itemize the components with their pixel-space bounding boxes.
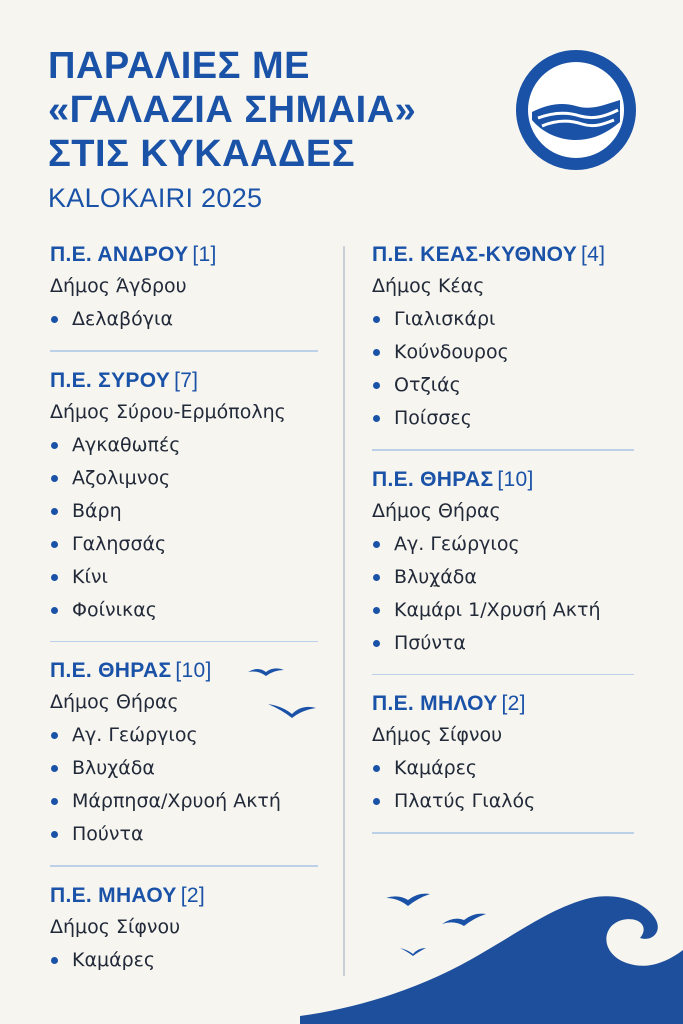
region-title — [50, 366, 318, 396]
beach-item — [50, 561, 318, 594]
municipality: Δήμος Σύρου-Ερμόπολης — [50, 400, 286, 423]
region-title — [372, 240, 634, 270]
bullet-icon — [51, 475, 58, 482]
bullet-icon — [373, 798, 380, 805]
region-section — [50, 366, 318, 627]
region-title — [372, 689, 634, 719]
region-name: Π.Ε. ΑΝΔΡΟΥ — [50, 243, 189, 266]
beach-name: Ποίσσες — [394, 407, 472, 429]
beach-item — [372, 336, 634, 369]
seagull-icon — [266, 700, 318, 722]
bullet-icon — [51, 765, 58, 772]
municipality: Δήμος Θήρας — [372, 499, 501, 522]
beach-count: [4] — [581, 243, 606, 266]
beach-name: Αγ. Γεώργιος — [394, 532, 520, 555]
beach-name: Κούνδουρος — [394, 341, 509, 363]
municipality: Δήμος Κέας — [372, 275, 485, 297]
column-divider — [343, 246, 345, 976]
municipality: Δήμος Σίφνου — [372, 724, 503, 746]
section-divider — [50, 865, 318, 867]
bullet-icon — [373, 415, 380, 422]
beach-item — [50, 495, 318, 528]
beach-item — [50, 594, 318, 627]
bullet-icon — [51, 798, 58, 805]
municipality: Δήμος Άγδρου — [50, 275, 187, 297]
region-section — [50, 240, 318, 336]
region-section — [372, 465, 634, 660]
beach-count: [10] — [175, 659, 212, 682]
beach-item — [372, 561, 634, 594]
bullet-icon — [51, 574, 58, 581]
region-section — [50, 656, 318, 851]
beach-name: Αγκαθωπές — [72, 433, 181, 456]
beach-item — [372, 528, 634, 561]
beach-name: Δελαβόγια — [72, 308, 173, 330]
beach-name: Μάρπησα/Χρυοή Ακτή — [72, 790, 281, 812]
beach-count: [10] — [497, 467, 534, 491]
municipality: Δήμος Σίφνου — [50, 915, 181, 938]
beach-count: [7] — [174, 368, 199, 392]
right-column — [372, 240, 634, 848]
region-name: Π.Ε. ΘΗΡΑΣ — [372, 467, 494, 491]
seagull-icon — [246, 664, 286, 682]
beach-name: Βλυχ̧άδα — [394, 565, 477, 588]
section-divider — [372, 832, 634, 834]
beach-count: [2] — [501, 692, 526, 715]
region-name: Π.Ε. ΜΗΛΟΥ — [372, 692, 498, 715]
title-line: ΣΤΙΣ ΚΥΚΑΑΔΕΣ — [48, 133, 356, 175]
beach-name: Πούντα — [72, 823, 144, 845]
beach-name: Πλατύς Γιαλός — [394, 790, 536, 812]
title-line: «ΓΑΛΑΖΙΑ ΣΗΜΑΙΑ» — [48, 89, 417, 131]
blue-flag-wave-logo-icon — [514, 48, 638, 172]
bullet-icon — [373, 349, 380, 356]
beach-item — [372, 303, 634, 336]
bullet-icon — [51, 442, 58, 449]
section-divider — [50, 641, 318, 643]
beach-item — [50, 752, 318, 785]
beach-item — [50, 818, 318, 851]
beach-item — [50, 719, 318, 752]
beach-name: Καμάρες — [394, 757, 478, 779]
beach-count: [1] — [192, 243, 217, 266]
bullet-icon — [373, 382, 380, 389]
beach-count: [2] — [180, 883, 205, 907]
beach-item — [50, 429, 318, 462]
beach-name: Βάρη — [72, 499, 122, 522]
bullet-icon — [373, 765, 380, 772]
beach-item — [372, 594, 634, 627]
page-title — [48, 44, 416, 176]
beach-item — [372, 402, 634, 435]
municipality: Δήμος Θήρας — [50, 691, 179, 713]
beach-name: Κίνι — [72, 565, 108, 588]
title-line: ΠΑΡΑΛΙΕΣ ΜΕ — [48, 45, 310, 87]
beach-name: Καμάρι 1/Χρυσή Ακτή — [394, 598, 601, 621]
beach-item — [50, 785, 318, 818]
beach-name: Αγ. Γεώργιος — [72, 724, 198, 746]
beach-item — [50, 303, 318, 336]
region-title — [50, 240, 318, 270]
beach-name: Καμάρες — [72, 948, 156, 971]
bullet-icon — [373, 640, 380, 647]
bullet-icon — [51, 732, 58, 739]
region-title — [50, 881, 318, 911]
page-subtitle: KALOKAIRI 2025 — [48, 183, 263, 213]
region-section — [372, 240, 634, 435]
beach-item — [50, 944, 318, 977]
section-divider — [372, 674, 634, 676]
region-section — [50, 881, 318, 977]
beach-name: Γαλησσάς — [72, 532, 167, 555]
beach-item — [372, 752, 634, 785]
beach-name: Αζολιμνος — [72, 466, 171, 489]
beach-name: Φοίνικας — [72, 598, 157, 621]
region-name: Π.Ε. ΘΗΡΑΣ — [50, 659, 172, 682]
bullet-icon — [373, 316, 380, 323]
bullet-icon — [373, 607, 380, 614]
left-column — [50, 240, 318, 977]
section-divider — [372, 449, 634, 451]
bullet-icon — [373, 574, 380, 581]
bullet-icon — [51, 607, 58, 614]
beach-item — [50, 462, 318, 495]
bullet-icon — [51, 831, 58, 838]
beach-name: Βλυχάδα — [72, 757, 155, 779]
bullet-icon — [51, 508, 58, 515]
beach-item — [50, 528, 318, 561]
bullet-icon — [373, 541, 380, 548]
bullet-icon — [51, 957, 58, 964]
beach-item — [372, 785, 634, 818]
beach-name: Οτζιάς — [394, 374, 461, 396]
bullet-icon — [51, 316, 58, 323]
ocean-wave-icon — [300, 880, 683, 1024]
beach-name: Γιαλισκάρι — [394, 308, 496, 330]
section-divider — [50, 350, 318, 352]
region-name: Π.Ε. ΣΥΡΟΥ — [50, 368, 171, 392]
region-name: Π.Ε. ΚΕΑΣ-ΚΥΘΝΟΥ — [372, 243, 578, 266]
region-section — [372, 689, 634, 818]
bullet-icon — [51, 541, 58, 548]
beach-item — [372, 369, 634, 402]
region-name: Π.Ε. ΜΗΑΟΥ — [50, 883, 177, 907]
beach-item — [372, 627, 634, 660]
region-title — [372, 465, 634, 495]
beach-name: Πσύντα — [394, 631, 466, 654]
